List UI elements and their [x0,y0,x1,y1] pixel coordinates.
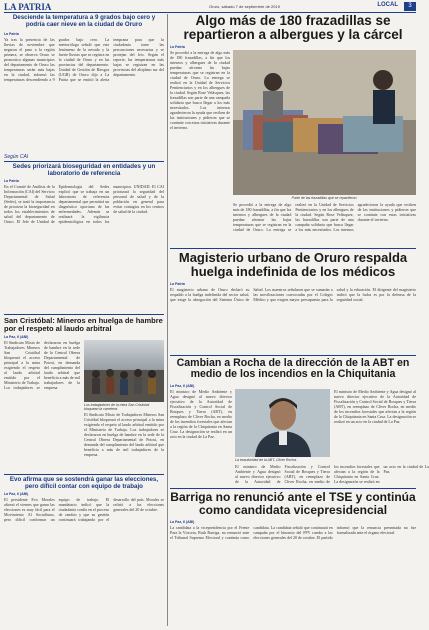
temperature-body-text: Ya tras la presencia de las lluvias de noviembre que negaron el paso a la región primera, se observa Oruro se pronostica algunas municipios del departamento de Oruro las temperaturas serán más bajas en la ciudad, informó las temperaturas descendiendo a 9 grados bajo cero. La meteoróloga señaló que este fenómeno de la nevada y la fuerte lluvias que se registra en la ciudad de Oruro y en las provincias del departamento. Unidad de Gestión de Riesgos (UGR) de Oruro dijo a La Patria que se emitió la alerta temprana para que la ciudadanía tome las precauciones necesarias y se protejan del frío. Según el reporte, las temperaturas más bajas se registran en las provincias del altiplano sur del departamento. [4,37,164,82]
frazadillas-body-text: Se procedió a la entrega de algo más de 180 frazadillas, a fin que los internos y albergues de la ciudad puedan afrontar las bajas temperaturas que se registran en la ciudad de Oruro. La entrega se realizó en la Unidad de Servicios Penitenciarios y en los albergues de la ciudad. Según Rose Velásquez, las frazadillas son parte de una campaña solidaria que busca llegar a los más necesitados. Los internos agradecieron la ayuda que reciben de las instituciones y pidieron que se continúe con estas iniciativas durante el invierno. [170,50,230,130]
divider [170,248,416,249]
abt-body-cont-text: El ministro de Medio Ambiente y Agua designó al nuevo director ejecutivo de la Autoridad de Fiscalización y Control Social de Bosques y Tierra (ABT), en reemplazo de Cliver Rocha, en medio de los incendios forestales que afectan a la región de la Chiquitania en Santa Cruz. La designación se realizó en un acto en la ciudad de La Paz. [235,464,429,484]
dateline: Oruro, sábado 7 de septiembre de 2019 [209,4,280,9]
abt-body-cont [235,464,429,486]
page-number: 3 [404,2,416,11]
miners-body [4,340,80,472]
miners-photo-caption: Los trabajadores de la mina San Cristóbal bloquean la carretera. [84,403,150,411]
barriga-tag: La Paz, 6 (ABI) [170,520,195,524]
abt-headline: Cambian a Rocha de la dirección de la ABT en medio de los incendios en la Chiquitania [176,357,410,381]
masthead [4,2,416,13]
temperature-headline: Desciende la temperatura a 9 grados bajo cero y podría caer nieve en la ciudad de Oruro [12,14,156,28]
barriga-headline: Barriga no renunció ante el TSE y continúa como candidata vicepresidencial [170,490,416,517]
abt-body-right [334,389,416,485]
frazadillas-photo-caption: Parte de las frazadillas que se repartieron. [291,196,358,200]
frazadillas-body [170,50,230,230]
biosecurity-body-text: En el Comité de Análisis de la Información (CAI) del Servicio Departamental de Salud (Sedes), se trató la importancia de priorizar la bioseguridad en todos los establecimientos de salud del departamento de Oruro. El Jefe de Unidad de Epidemiología del Sedes explicó que se trabaja en un laboratorio de referencia departamental que permitirá un diagnóstico oportuno de las enfermedades. Además se realizará la vigilancia epidemiológica en todos los municipios. UNIDAD: El CAI priorizará la seguridad del personal de salud y de la población en general para evitar contagios en los centros de salud de la ciudad. [4,184,164,224]
doctors-body-text: El magisterio urbano de Oruro declaró su respaldo a la huelga indefinida del sector salud, que exige la abrogación del Sistema Único de Salud. Los maestros señalaron que se sumarán a las movilizaciones convocadas por el Colegio Médico y que exigen mayor presupuesto para la salud y la educación. El dirigente del magisterio indicó que la lucha es por la defensa de la seguridad social. [170,287,416,302]
barriga-body [170,525,416,626]
abt-tag: La Paz, 6 (ABI) [170,384,195,388]
temperature-body [4,37,164,152]
frazadillas-photo [233,50,416,195]
frazadillas-tag: La Patria [170,45,185,49]
temperature-tag: La Patria [4,32,19,36]
miners-photo [84,340,164,402]
miners-body-text: El Sindicato Mixto de Trabajadores Mineros San Cristóbal bloqueará el acceso principal a la mina exigiendo el respeto al laudo arbitral emitido por el Ministerio de Trabajo. Los trabajadores se declararon en huelga de hambre en la sede de la Central Obrera Departamental de Potosí, en demanda del cumplimiento del laudo arbitral que beneficia a más de mil trabajadores de la empresa. [4,340,80,390]
miners-body-cont [84,412,164,472]
column-divider [167,14,168,626]
divider [170,488,416,489]
abt-body-right-text: El ministro de Medio Ambiente y Agua designó al nuevo director ejecutivo de la Autoridad de Fiscalización y Control Social de Bosques y Tierra (ABT), en reemplazo de Cliver Rocha, en medio de los incendios forestales que afectan a la región de la Chiquitania en Santa Cruz. La designación se realizó en un acto en la ciudad de La Paz. [334,389,416,424]
section-label: LOCAL [377,2,398,8]
miners-tag: La Paz, 6 (ABI) [4,335,29,339]
biosecurity-body [4,184,164,312]
evo-tag: La Paz, 6 (ABI) [4,492,29,496]
divider [170,355,416,356]
divider [4,314,164,315]
doctors-body [170,287,416,353]
side-label: Según CAI [4,154,29,160]
frazadillas-body-cont-text: Se procedió a la entrega de algo más de 180 frazadillas, a fin que los internos y albergues de la ciudad puedan afrontar las bajas temperaturas que se registran en la ciudad de Oruro. La entrega se realizó en la Unidad de Servicios Penitenciarios y en los albergues de la ciudad. Según Rose Velásquez, las frazadillas son parte de una campaña solidaria que busca llegar a los más necesitados. Los internos agradecieron la ayuda que reciben de las instituciones y pidieron que se continúe con estas iniciativas durante el invierno. [233,202,416,232]
divider [4,161,164,162]
frazadillas-headline: Algo más de 180 frazadillas se repartieron a albergues y la cárcel [183,13,403,43]
miners-headline: San Cristóbal: Mineros en huelga de hambre por el respeto al laudo arbitral [4,316,163,334]
evo-body [4,497,164,625]
abt-photo [235,389,330,457]
barriga-body-text: La candidata a la vicepresidencia por el Frente Para la Victoria, Ruth Barriga, no renunció ante el Tribunal Supremo Electoral y continúa como candidata. La candidata señaló que continuará en campaña por el binomio del FPV rumbo a las elecciones generales del 20 de octubre. El partido informó que la renuncia presentada no fue formalizada ante el órgano electoral. [170,525,416,540]
evo-headline: Evo afirma que se sostendrá ganar las elecciones, pero difícil contar con equipo de trabajo [9,476,159,490]
biosecurity-tag: La Patria [4,179,19,183]
divider [4,474,164,475]
miners-body-cont-text: El Sindicato Mixto de Trabajadores Mineros San Cristóbal bloqueará el acceso principal a la mina exigiendo el respeto al laudo arbitral emitido por el Ministerio de Trabajo. Los trabajadores se declararon en huelga de hambre en la sede de la Central Obrera Departamental de Potosí, en demanda del cumplimiento del laudo arbitral que beneficia a más de mil trabajadores de la empresa. [84,412,164,457]
paper-name: LA PATRIA [4,2,52,12]
abt-body-text: El ministro de Medio Ambiente y Agua designó al nuevo director ejecutivo de la Autoridad de Fiscalización y Control Social de Bosques y Tierra (ABT), en reemplazo de Cliver Rocha, en medio de los incendios forestales que afectan a la región de la Chiquitania en Santa Cruz. La designación se realizó en un acto en la ciudad de La Paz. [170,389,232,439]
doctors-tag: La Patria [170,282,185,286]
biosecurity-headline: Sedes priorizará bioseguridad en entidades y un laboratorio de referencia [12,163,156,177]
abt-body [170,389,232,485]
evo-body-text: El presidente Evo Morales afirmó el viernes que ganar las elecciones es muy fácil para el Movimiento Al Socialismo, pero difícil conformar un equipo de trabajo. El mandatario indicó que la ciudadanía confía en el proceso de cambio y que su gestión continuará trabajando por el desarrollo del país. Morales se refirió a las elecciones generales del 20 de octubre. [4,497,164,522]
abt-photo-caption: La exautoridad de la ABT, Cliver Rocha. [235,458,297,462]
doctors-headline: Magisterio urbano de Oruro respalda huelga indefinida de los médicos [178,250,408,279]
frazadillas-body-cont [233,202,416,246]
